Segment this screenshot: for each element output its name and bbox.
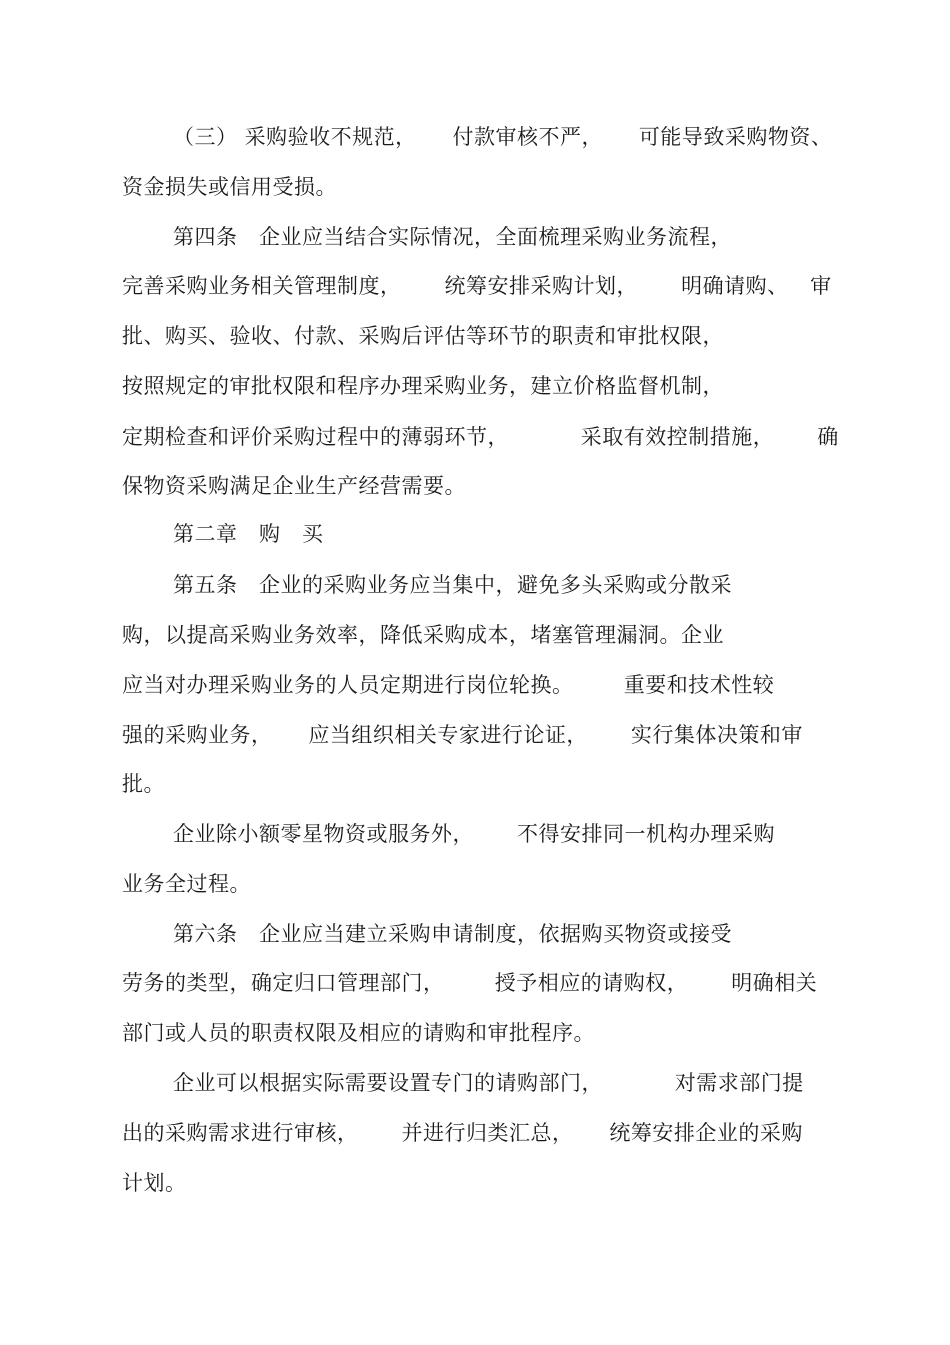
text-line: 企业可以根据实际需要设置专门的请购部门， 对需求部门提: [173, 1071, 804, 1095]
text-line: 完善采购业务相关管理制度， 统筹安排采购计划， 明确请购、 审: [122, 274, 832, 298]
text-line: 保物资采购满足企业生产经营需要。: [122, 474, 466, 498]
text-line: 计划。: [122, 1171, 187, 1195]
text-line: 部门或人员的职责权限及相应的请购和审批程序。: [122, 1021, 595, 1045]
text-line: 批。: [122, 772, 165, 796]
text-line: 定期检查和评价采购过程中的薄弱环节， 采取有效控制措施， 确: [122, 425, 839, 449]
text-line: 业务全过程。: [122, 872, 251, 896]
text-line: 应当对办理采购业务的人员定期进行岗位轮换。 重要和技术性较: [122, 673, 775, 697]
chapter-heading: 第二章 购 买: [173, 522, 324, 546]
text-line: 购，以提高采购业务效率，降低采购成本，堵塞管理漏洞。企业: [122, 623, 724, 647]
text-line: 第四条 企业应当结合实际情况，全面梳理采购业务流程，: [173, 225, 733, 249]
text-line: 批、购买、验收、付款、采购后评估等环节的职责和审批权限，: [122, 324, 724, 348]
text-line: 强的采购业务， 应当组织相关专家进行论证， 实行集体决策和审: [122, 723, 803, 747]
text-line: 资金损失或信用受损。: [122, 175, 337, 199]
text-line: 第六条 企业应当建立采购申请制度，依据购买物资或接受: [173, 922, 733, 946]
text-line: （三） 采购验收不规范， 付款审核不严， 可能导致采购物资、: [173, 125, 833, 149]
text-line: 按照规定的审批权限和程序办理采购业务，建立价格监督机制，: [122, 374, 724, 398]
text-line: 出的采购需求进行审核， 并进行归类汇总， 统筹安排企业的采购: [122, 1121, 803, 1145]
text-line: 劳务的类型，确定归口管理部门， 授予相应的请购权， 明确相关: [122, 971, 818, 995]
text-line: 第五条 企业的采购业务应当集中，避免多头采购或分散采: [173, 573, 733, 597]
text-line: 企业除小额零星物资或服务外， 不得安排同一机构办理采购: [173, 822, 776, 846]
